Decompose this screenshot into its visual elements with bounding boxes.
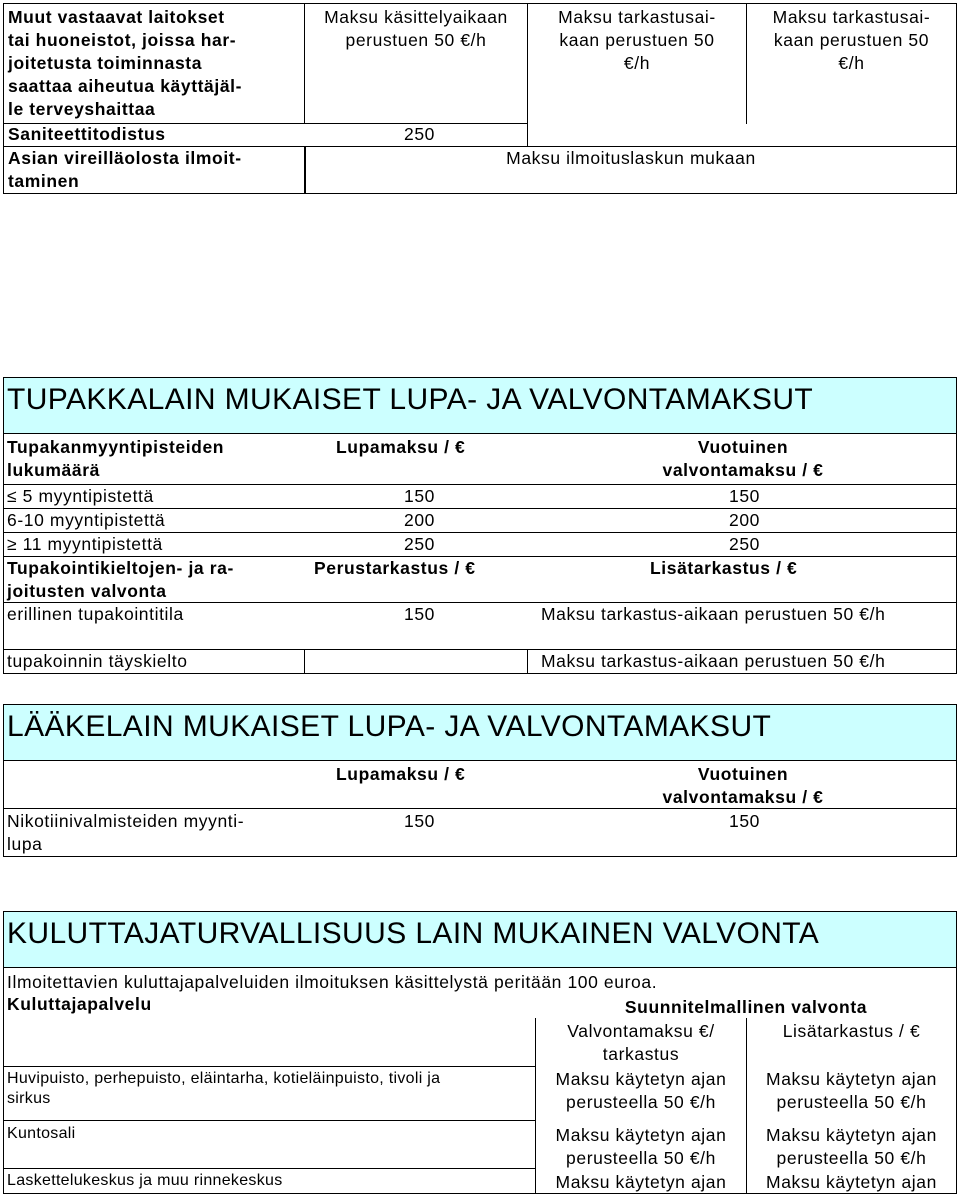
top-header-label-1: Muut vastaavat laitokset — [8, 7, 225, 27]
tupakointi-row-label: tupakoinnin täyskielto — [7, 651, 188, 671]
tupakointi-row-perus: 150 — [404, 604, 435, 624]
top-header-col4-line2: kaan perustuen 50 — [773, 30, 930, 50]
tupakointikielto-header-1: Tupakointikieltojen- ja ra- — [7, 558, 234, 578]
vireillaolo-label-1: Asian vireilläolosta ilmoit- — [8, 148, 242, 168]
tupakka-row-lupa: 250 — [404, 534, 435, 554]
laake-valvonta-header-2: valvontamaksu / € — [662, 787, 824, 807]
top-header-col3-line2: kaan perustuen 50 — [559, 30, 715, 50]
tupakka-lupamaksu-header: Lupamaksu / € — [336, 437, 466, 457]
tupakka-col1-header-1: Tupakanmyyntipisteiden — [7, 437, 225, 457]
kuluttaja-row-v1: Maksu käytetyn ajan — [555, 1125, 727, 1145]
kuluttaja-row-v2: Maksu käytetyn ajan — [766, 1172, 937, 1192]
tupakka-row-valvonta: 250 — [729, 534, 760, 554]
kuluttaja-title: KULUTTAJATURVALLISUUS LAIN MUKAINEN VALVONTA — [7, 917, 820, 950]
kuluttaja-row-v2: perusteella 50 €/h — [776, 1148, 927, 1168]
top-header-label-3: joitetusta toiminnasta — [8, 53, 203, 73]
top-header-col4-line3: €/h — [838, 53, 865, 73]
kuluttaja-intro: Ilmoitettavien kuluttajapalveluiden ilmoituksen käsittelystä peritään 100 euroa. — [7, 972, 658, 992]
kuluttaja-row-v1: perusteella 50 €/h — [566, 1092, 716, 1112]
top-header-col2-line2: perustuen 50 €/h — [345, 30, 487, 50]
kuluttaja-row-v2: Maksu käytetyn ajan — [766, 1125, 937, 1145]
kuluttajapalvelu-header: Kuluttajapalvelu — [7, 994, 152, 1014]
lisatarkastus-header: Lisätarkastus / € — [650, 558, 798, 578]
perustarkastus-header: Perustarkastus / € — [314, 558, 476, 578]
tupakka-row-label: ≥ 11 myyntipistettä — [7, 534, 163, 554]
saniteettitodistus-label: Saniteettitodistus — [8, 124, 166, 144]
tupakka-row-label: ≤ 5 myyntipistettä — [7, 486, 154, 506]
kuluttaja-row-v1: perusteella 50 €/h — [566, 1148, 716, 1168]
kuluttaja-row-v1: Maksu käytetyn ajan — [555, 1069, 727, 1089]
nikotiini-lupa: 150 — [404, 811, 435, 831]
tupakka-col1-header-2: lukumäärä — [7, 460, 100, 480]
lisatarkastus-header: Lisätarkastus / € — [782, 1021, 921, 1041]
kuluttaja-row-v1: Maksu käytetyn ajan — [555, 1172, 727, 1192]
top-header-col3-line1: Maksu tarkastusai- — [558, 7, 716, 27]
top-header-col4-line1: Maksu tarkastusai- — [772, 7, 931, 27]
top-header-label-5: le terveyshaittaa — [8, 99, 156, 119]
tupakka-row-valvonta: 200 — [729, 510, 760, 530]
tupakointi-row-lisa: Maksu tarkastus-aikaan perustuen 50 €/h — [541, 604, 886, 624]
nikotiini-label-2: lupa — [7, 834, 43, 854]
top-header-col3-line3: €/h — [623, 53, 651, 73]
laake-lupamaksu-header: Lupamaksu / € — [336, 764, 466, 784]
vireillaolo-value: Maksu ilmoituslaskun mukaan — [506, 148, 756, 168]
kuluttaja-row-v2: Maksu käytetyn ajan — [766, 1069, 937, 1089]
tupakka-row-lupa: 200 — [404, 510, 435, 530]
saniteettitodistus-value: 250 — [404, 124, 435, 144]
tupakka-valvonta-header-2: valvontamaksu / € — [662, 460, 824, 480]
kuluttaja-row-label: Kuntosali — [7, 1125, 76, 1142]
top-header-col2-line1: Maksu käsittelyaikaan — [324, 7, 508, 27]
top-header-label-4: saattaa aiheutua käyttäjäl- — [8, 76, 243, 96]
kuluttaja-row-label: Huvipuisto, perhepuisto, eläintarha, kotieläinpuisto, tivoli ja — [7, 1070, 441, 1087]
tupakka-title: TUPAKKALAIN MUKAISET LUPA- JA VALVONTAMAKSUT — [7, 383, 814, 416]
tupakka-row-lupa: 150 — [404, 486, 435, 506]
valvontamaksu-header-1: Valvontamaksu €/ — [567, 1021, 715, 1041]
tupakointikielto-header-2: joitusten valvonta — [7, 581, 167, 601]
kuluttaja-row-label: sirkus — [7, 1090, 51, 1107]
suunnitelmallinen-header: Suunnitelmallinen valvonta — [624, 997, 868, 1017]
nikotiini-label-1: Nikotiinivalmisteiden myynti- — [7, 811, 245, 831]
tupakka-row-label: 6-10 myyntipistettä — [7, 510, 166, 530]
laake-title: LÄÄKELAIN MUKAISET LUPA- JA VALVONTAMAKSUT — [7, 710, 772, 743]
tupakka-valvonta-header-1: Vuotuinen — [697, 437, 789, 457]
valvontamaksu-header-2: tarkastus — [602, 1044, 680, 1064]
kuluttaja-row-label: Laskettelukeskus ja muu rinnekeskus — [7, 1172, 283, 1189]
tupakointi-row-label: erillinen tupakointitila — [7, 604, 184, 624]
kuluttaja-row-v2: perusteella 50 €/h — [776, 1092, 927, 1112]
tupakointi-row-lisa: Maksu tarkastus-aikaan perustuen 50 €/h — [541, 651, 886, 671]
laake-valvonta-header-1: Vuotuinen — [697, 764, 789, 784]
vireillaolo-label-2: taminen — [8, 171, 80, 191]
tupakka-row-valvonta: 150 — [729, 486, 760, 506]
top-header-label-2: tai huoneistot, joissa har- — [8, 30, 237, 50]
nikotiini-valvonta: 150 — [729, 811, 760, 831]
